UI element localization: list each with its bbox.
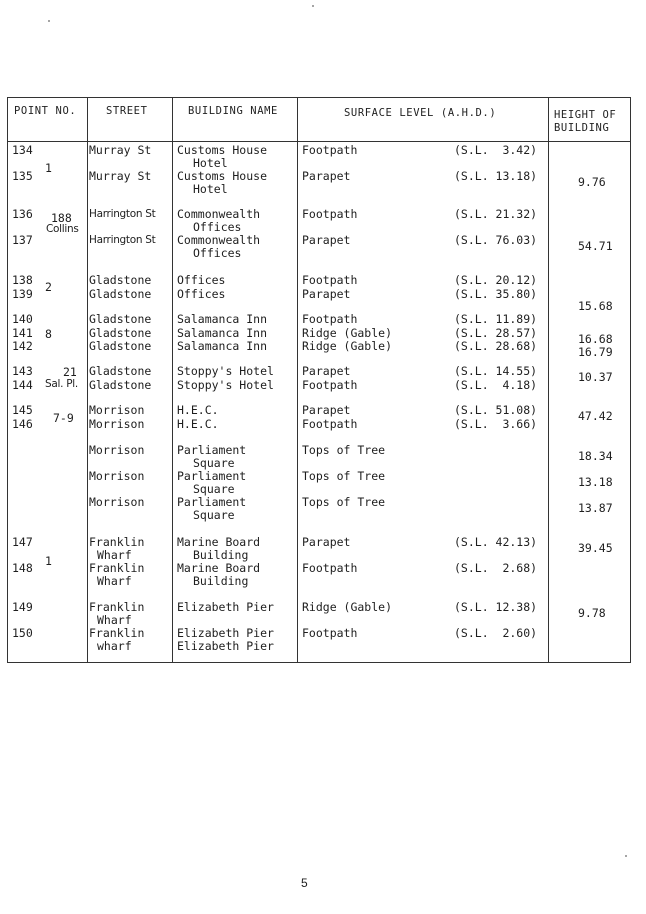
group-label: 7-9 (53, 411, 74, 425)
scan-speck (625, 855, 627, 857)
building-name: Salamanca Inn (177, 312, 268, 326)
point-no: 135 (12, 169, 33, 183)
surface-desc: Footpath (302, 143, 358, 157)
building-name: Salamanca Inn (177, 326, 268, 340)
street-line2: Wharf (97, 613, 132, 627)
scan-speck (312, 5, 314, 7)
street: Gladstone (89, 273, 152, 287)
group-label: 1 (45, 161, 52, 175)
street: Murray St (89, 169, 152, 183)
surface-desc: Parapet (302, 403, 351, 417)
surface-level: (S.L. 2.60) (454, 626, 538, 640)
street: Franklin (89, 561, 145, 575)
point-no: 145 (12, 403, 33, 417)
surface-level: (S.L. 28.68) (454, 339, 538, 353)
surface-level: (S.L. 3.66) (454, 417, 538, 431)
surface-level: (S.L. 42.13) (454, 535, 538, 549)
point-no: 149 (12, 600, 33, 614)
surface-desc: Parapet (302, 364, 351, 378)
header-building-name: BUILDING NAME (188, 105, 278, 117)
surface-level: (S.L. 14.55) (454, 364, 538, 378)
building-name: Customs House (177, 143, 268, 157)
point-no: 143 (12, 364, 33, 378)
street: Gladstone (89, 378, 152, 392)
building-name: Commonwealth (177, 207, 261, 221)
street: Franklin (89, 626, 145, 640)
surface-level: (S.L. 4.18) (454, 378, 538, 392)
surface-desc: Footpath (302, 378, 358, 392)
header-height-line2: BUILDING (554, 122, 610, 134)
building-name: Stoppy's Hotel (177, 378, 274, 392)
group-label: 8 (45, 327, 52, 341)
surface-desc: Parapet (302, 169, 351, 183)
point-no: 141 (12, 326, 33, 340)
building-height: 9.78 (578, 606, 606, 620)
column-divider (297, 98, 298, 662)
surface-desc: Ridge (Gable) (302, 326, 393, 340)
point-no: 134 (12, 143, 33, 157)
building-height: 13.87 (578, 501, 613, 515)
building-name-line2: Hotel (193, 156, 228, 170)
column-divider (87, 98, 88, 662)
surface-desc: Footpath (302, 273, 358, 287)
building-name: Commonwealth (177, 233, 261, 247)
building-height: 16.79 (578, 345, 613, 359)
header-divider (8, 141, 630, 142)
group-label: Collins (46, 223, 79, 235)
building-name-line2: Building (193, 548, 249, 562)
point-no: 144 (12, 378, 33, 392)
building-name-line2: Square (193, 482, 235, 496)
point-no: 138 (12, 273, 33, 287)
surface-level: (S.L. 3.42) (454, 143, 538, 157)
street: Harrington St (89, 234, 156, 246)
building-name-line2: Square (193, 456, 235, 470)
surface-level: (S.L. 28.57) (454, 326, 538, 340)
surface-desc: Tops of Tree (302, 443, 386, 457)
surface-desc: Ridge (Gable) (302, 339, 393, 353)
surface-desc: Ridge (Gable) (302, 600, 393, 614)
column-divider (172, 98, 173, 662)
surface-desc: Footpath (302, 417, 358, 431)
street-line2: Wharf (97, 574, 132, 588)
street: Morrison (89, 495, 145, 509)
point-no: 136 (12, 207, 33, 221)
building-name: Offices (177, 273, 226, 287)
surface-level: (S.L. 13.18) (454, 169, 538, 183)
surface-desc: Parapet (302, 287, 351, 301)
street: Morrison (89, 417, 145, 431)
building-height: 39.45 (578, 541, 613, 555)
building-name: Stoppy's Hotel (177, 364, 274, 378)
page-number: 5 (301, 876, 308, 890)
surface-desc: Footpath (302, 312, 358, 326)
building-height: 47.42 (578, 409, 613, 423)
surface-level: (S.L. 51.08) (454, 403, 538, 417)
survey-table (7, 97, 631, 663)
street: Gladstone (89, 287, 152, 301)
building-name: Elizabeth Pier (177, 600, 274, 614)
header-point-no: POINT NO. (14, 105, 77, 117)
street: Franklin (89, 600, 145, 614)
surface-desc: Tops of Tree (302, 469, 386, 483)
building-name-line2: Elizabeth Pier (177, 639, 274, 653)
building-height: 54.71 (578, 239, 613, 253)
street: Murray St (89, 143, 152, 157)
building-name: Salamanca Inn (177, 339, 268, 353)
group-label: Sal. Pl. (45, 378, 78, 390)
street: Morrison (89, 403, 145, 417)
group-label: 2 (45, 280, 52, 294)
street: Franklin (89, 535, 145, 549)
point-no: 146 (12, 417, 33, 431)
street: Morrison (89, 443, 145, 457)
surface-level: (S.L. 35.80) (454, 287, 538, 301)
building-name: H.E.C. (177, 403, 219, 417)
building-name-line2: Offices (193, 246, 242, 260)
street: Gladstone (89, 312, 152, 326)
street-line2: wharf (97, 639, 132, 653)
surface-level: (S.L. 20.12) (454, 273, 538, 287)
surface-level: (S.L. 21.32) (454, 207, 538, 221)
surface-desc: Parapet (302, 233, 351, 247)
building-name: H.E.C. (177, 417, 219, 431)
building-name-line2: Offices (193, 220, 242, 234)
building-height: 15.68 (578, 299, 613, 313)
building-height: 18.34 (578, 449, 613, 463)
header-height-line1: HEIGHT OF (554, 109, 617, 121)
street-line2: Wharf (97, 548, 132, 562)
building-height: 10.37 (578, 370, 613, 384)
surface-level: (S.L. 2.68) (454, 561, 538, 575)
building-name-line2: Hotel (193, 182, 228, 196)
building-name: Customs House (177, 169, 268, 183)
building-name: Marine Board (177, 561, 261, 575)
point-no: 137 (12, 233, 33, 247)
surface-desc: Footpath (302, 207, 358, 221)
point-no: 148 (12, 561, 33, 575)
building-name: Offices (177, 287, 226, 301)
header-surface-level: SURFACE LEVEL (A.H.D.) (344, 107, 497, 119)
surface-desc: Footpath (302, 626, 358, 640)
building-name: Parliament (177, 469, 247, 483)
point-no: 147 (12, 535, 33, 549)
surface-level: (S.L. 12.38) (454, 600, 538, 614)
building-name: Parliament (177, 495, 247, 509)
point-no: 140 (12, 312, 33, 326)
street: Gladstone (89, 339, 152, 353)
building-name-line2: Building (193, 574, 249, 588)
building-name-line2: Square (193, 508, 235, 522)
street: Morrison (89, 469, 145, 483)
point-no: 139 (12, 287, 33, 301)
header-street: STREET (106, 105, 148, 117)
building-height: 13.18 (578, 475, 613, 489)
building-height: 16.68 (578, 332, 613, 346)
group-label: 1 (45, 554, 52, 568)
scan-speck (48, 20, 50, 22)
building-name: Parliament (177, 443, 247, 457)
street: Harrington St (89, 208, 156, 220)
surface-desc: Parapet (302, 535, 351, 549)
street: Gladstone (89, 364, 152, 378)
building-name: Elizabeth Pier (177, 626, 274, 640)
surface-desc: Footpath (302, 561, 358, 575)
surface-level: (S.L. 76.03) (454, 233, 538, 247)
building-name: Marine Board (177, 535, 261, 549)
point-no: 142 (12, 339, 33, 353)
surface-level: (S.L. 11.89) (454, 312, 538, 326)
column-divider (548, 98, 549, 662)
group-label: 188 (51, 211, 72, 225)
building-height: 9.76 (578, 175, 606, 189)
group-label: 21 (63, 365, 77, 379)
surface-desc: Tops of Tree (302, 495, 386, 509)
street: Gladstone (89, 326, 152, 340)
point-no: 150 (12, 626, 33, 640)
